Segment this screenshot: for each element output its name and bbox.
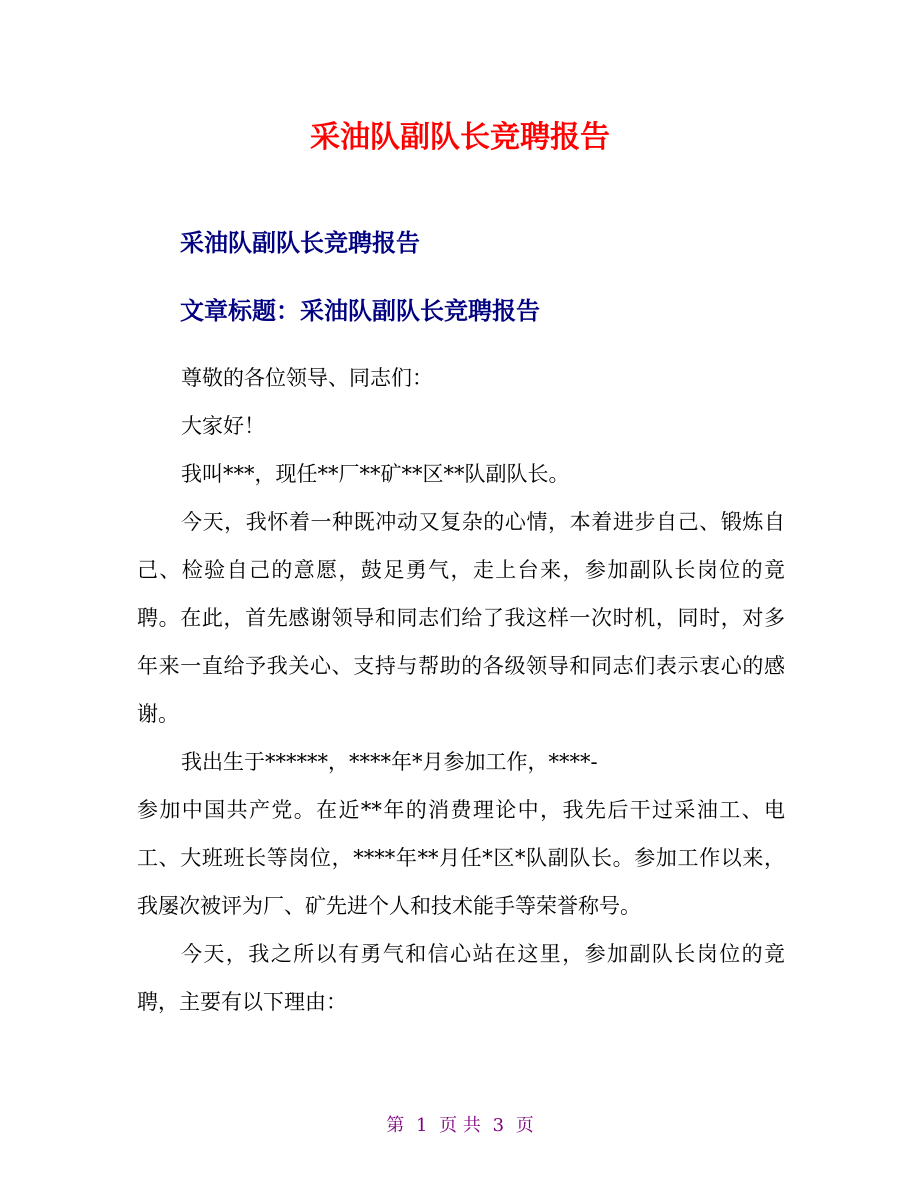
document-body — [137, 354, 785, 1026]
self-intro-paragraph: 我叫***，现任**厂**矿**区**队副队长。 — [181, 462, 570, 486]
document-title: 采油队副队长竞聘报告 — [310, 120, 610, 155]
background-paragraph-continued: 参加中国共产党。在近**年的消费理论中，我先后干过采油工、电工、大班班长等岗位，****年**月任*区*队副队长。参加工作以来，我屡次被评为厂、矿先进个人和技术能手等荣誉称号。 — [137, 798, 785, 918]
background-paragraph-start: 我出生于******，****年*月参加工作，****- — [181, 750, 598, 774]
motivation-paragraph: 今天，我怀着一种既冲动又复杂的心情，本着进步自己、锻炼自己、检验自己的意愿，鼓足勇气，走上台来，参加副队长岗位的竟聘。在此，首先感谢领导和同志们给了我这样一次时机，同时，对多年来一直给予我关心、支持与帮助的各级领导和同志们表示衷心的感谢。 — [137, 510, 785, 726]
article-title-heading: 文章标题：采油队副队长竞聘报告 — [180, 297, 540, 325]
salutation-paragraph: 尊敬的各位领导、同志们： — [181, 366, 433, 390]
footer-middle: 页 共 — [439, 1115, 481, 1136]
section-heading: 采油队副队长竞聘报告 — [180, 229, 420, 257]
total-page-count: 3 — [492, 1115, 505, 1136]
page-footer — [0, 1114, 920, 1138]
current-page-number: 1 — [415, 1115, 428, 1136]
reasons-paragraph: 今天，我之所以有勇气和信心站在这里，参加副队长岗位的竟聘，主要有以下理由： — [137, 942, 785, 1014]
greeting-paragraph: 大家好！ — [181, 414, 265, 438]
footer-suffix: 页 — [515, 1115, 534, 1136]
footer-prefix: 第 — [386, 1115, 405, 1136]
